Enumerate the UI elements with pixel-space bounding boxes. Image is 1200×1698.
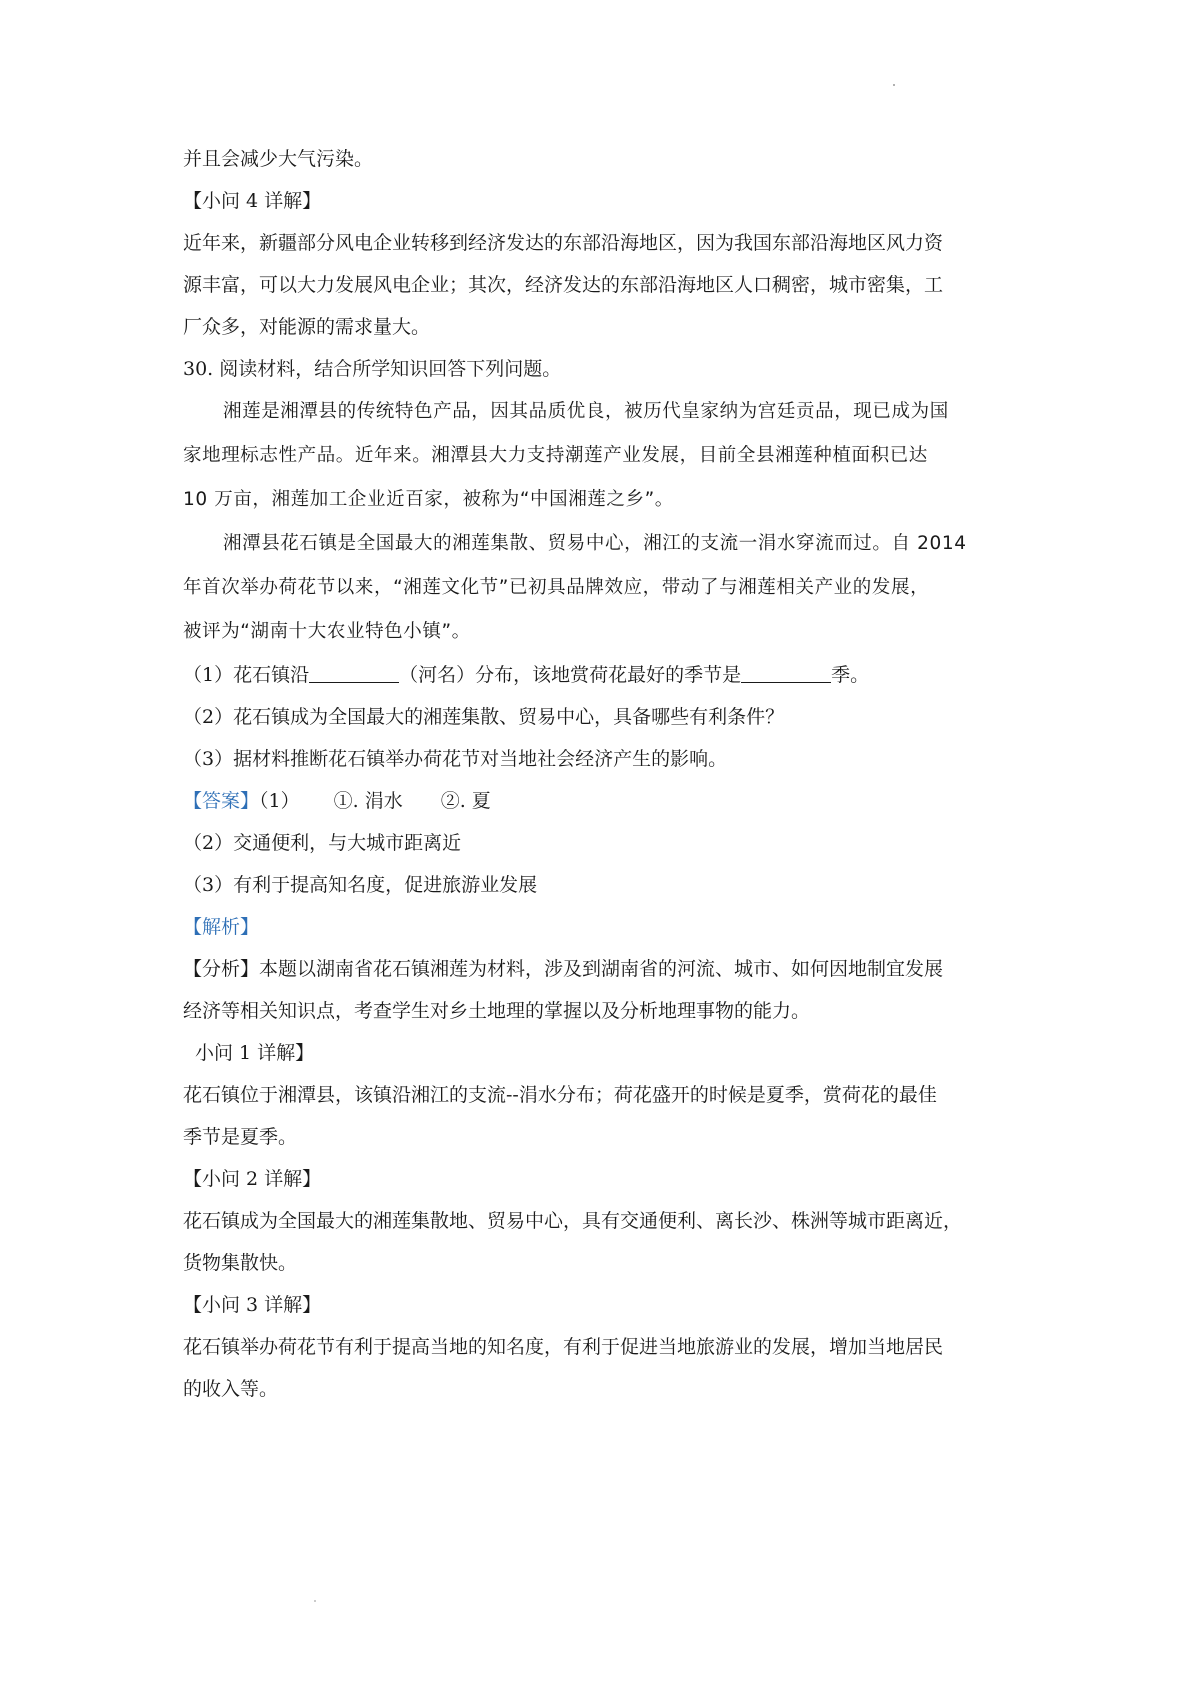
answer-blank [741,664,831,683]
answer-1-b: ②. 夏 [440,790,491,812]
answer-1-number: （1） [259,790,300,812]
explanation-line: 花石镇位于湘潭县，该镇沿湘江的支流--涓水分布；荷花盛开的时候是夏季，赏荷花的最佳 [183,1084,937,1106]
analysis-line: 【分析】本题以湖南省花石镇湘莲为材料，涉及到湖南省的河流、城市、如何因地制宜发展 [183,958,944,980]
material-line: 湘潭县花石镇是全国最大的湘莲集散、贸易中心，湘江的支流一涓水穿流而过。自 2014 [223,533,967,554]
analysis-tag: 【解析】 [183,916,260,938]
scan-dot [893,84,895,86]
document-page [183,138,1023,1410]
question-1-suffix: 季。 [831,664,870,686]
question-3: （3）据材料推断花石镇举办荷花节对当地社会经济产生的影响。 [183,748,728,770]
sub-question-3-heading: 【小问 3 详解】 [183,1294,322,1316]
answer-blank [309,664,399,683]
sub-question-4-heading: 【小问 4 详解】 [183,190,322,212]
material-line: 被评为“湖南十大农业特色小镇”。 [183,621,471,642]
text-line: 厂众多，对能源的需求量大。 [183,316,431,338]
answer-3: （3）有利于提高知名度，促进旅游业发展 [183,874,538,896]
answer-line [183,780,1023,822]
text-line: 并且会减少大气污染。 [183,148,374,170]
sub-question-2-heading: 【小问 2 详解】 [183,1168,322,1190]
explanation-line: 花石镇成为全国最大的湘莲集散地、贸易中心，具有交通便利、离长沙、株洲等城市距离近， [183,1210,963,1232]
question-2: （2）花石镇成为全国最大的湘莲集散、贸易中心，具备哪些有利条件？ [183,706,785,728]
material-line: 10 万亩，湘莲加工企业近百家，被称为“中国湘莲之乡”。 [183,489,674,510]
material-line: 家地理标志性产品。近年来。湘潭县大力支持潮莲产业发展，目前全县湘莲种植面积已达 [183,445,928,466]
sub-question-1-heading: 小问 1 详解】 [195,1042,315,1064]
explanation-line: 花石镇举办荷花节有利于提高当地的知名度，有利于促进当地旅游业的发展，增加当地居民 [183,1336,944,1358]
text-line: 近年来，新疆部分风电企业转移到经济发达的东部沿海地区，因为我国东部沿海地区风力资 [183,232,944,254]
answer-tag: 【答案】 [183,790,260,812]
material-line: 年首次举办荷花节以来，“湘莲文化节”已初具品牌效应，带动了与湘莲相关产业的发展， [183,577,930,598]
question-1 [183,654,1023,696]
question-1-middle: （河名）分布，该地赏荷花最好的季节是 [399,664,742,686]
explanation-line: 货物集散快。 [183,1252,298,1274]
explanation-line: 季节是夏季。 [183,1126,298,1148]
question-1-prefix: （1）花石镇沿 [183,664,310,686]
explanation-line: 的收入等。 [183,1378,279,1400]
answer-1-a: ①. 涓水 [333,790,403,812]
answer-2: （2）交通便利，与大城市距离近 [183,832,462,854]
analysis-line: 经济等相关知识点，考查学生对乡土地理的掌握以及分析地理事物的能力。 [183,1000,811,1022]
question-30-title: 30. 阅读材料，结合所学知识回答下列问题。 [183,358,562,380]
material-line: 湘莲是湘潭县的传统特色产品，因其品质优良，被历代皇家纳为宫廷贡品，现已成为国 [223,401,949,422]
text-line: 源丰富，可以大力发展风电企业；其次，经济发达的东部沿海地区人口稠密，城市密集，工 [183,274,944,296]
scan-dot [314,1600,316,1602]
